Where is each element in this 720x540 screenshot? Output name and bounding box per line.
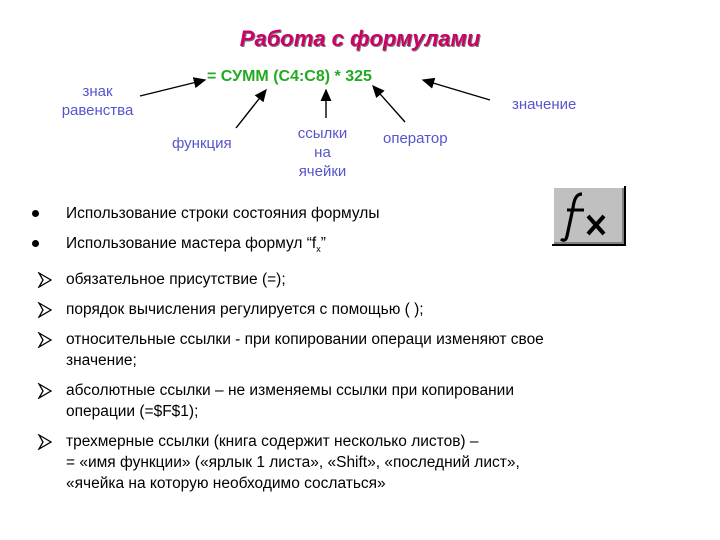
arrow-bullet-icon <box>30 332 60 348</box>
list-item-text: трехмерные ссылки (книга содержит несколько листов) – <box>66 433 479 451</box>
slide-title: Работа с формулами <box>239 26 481 51</box>
label-equal-sign-line1: знак <box>82 83 113 100</box>
arrow-value <box>423 80 490 100</box>
list-item-text: порядок вычисления регулируется с помощью ( ); <box>66 301 424 319</box>
arrow-operator <box>373 86 405 122</box>
list-item-text: «ячейка на которую необходимо сослаться» <box>66 475 386 493</box>
label-cell-refs-line2: на <box>314 144 331 161</box>
list-item-text: относительные ссылки - при копировании операци изменяют свое <box>66 331 544 349</box>
list-item <box>30 299 660 320</box>
list-item-text: Использование мастера формул “$f_x$” <box>66 235 326 255</box>
list-item-text: операции (=$F$1); <box>66 403 199 421</box>
arrow-function <box>236 90 266 128</box>
formula-example: = СУММ (С4:С8) * 325 <box>207 68 372 85</box>
feature-list <box>30 203 660 503</box>
list-item-text: обязательное присутствие (=); <box>66 271 286 289</box>
label-cell-refs-line3: ячейки <box>298 163 347 180</box>
arrow-equal-sign <box>140 80 205 96</box>
arrow-bullet-icon <box>30 272 60 288</box>
list-item <box>30 203 660 224</box>
list-item <box>30 380 660 422</box>
list-item-text: = «имя функции» («ярлык 1 листа», «Shift», «последний лист», <box>66 454 520 472</box>
arrow-bullet-icon <box>30 302 60 318</box>
label-cell-refs-line1: ссылки <box>297 125 348 142</box>
arrow-bullet-icon <box>30 383 60 399</box>
list-item <box>30 431 660 494</box>
list-item <box>30 233 660 260</box>
list-item-text: значение; <box>66 352 137 370</box>
list-item-text: Использование строки состояния формулы <box>66 205 380 222</box>
list-item-text: абсолютные ссылки – не изменяемы ссылки при копировании <box>66 382 514 400</box>
annotation-arrows <box>0 0 720 200</box>
label-equal-sign-line2: равенства <box>61 102 134 119</box>
arrow-bullet-icon <box>30 434 60 450</box>
list-item <box>30 329 660 371</box>
label-value: значение <box>512 96 577 113</box>
label-function: функция <box>172 135 232 152</box>
label-operator: оператор <box>383 130 448 147</box>
list-item <box>30 269 660 290</box>
